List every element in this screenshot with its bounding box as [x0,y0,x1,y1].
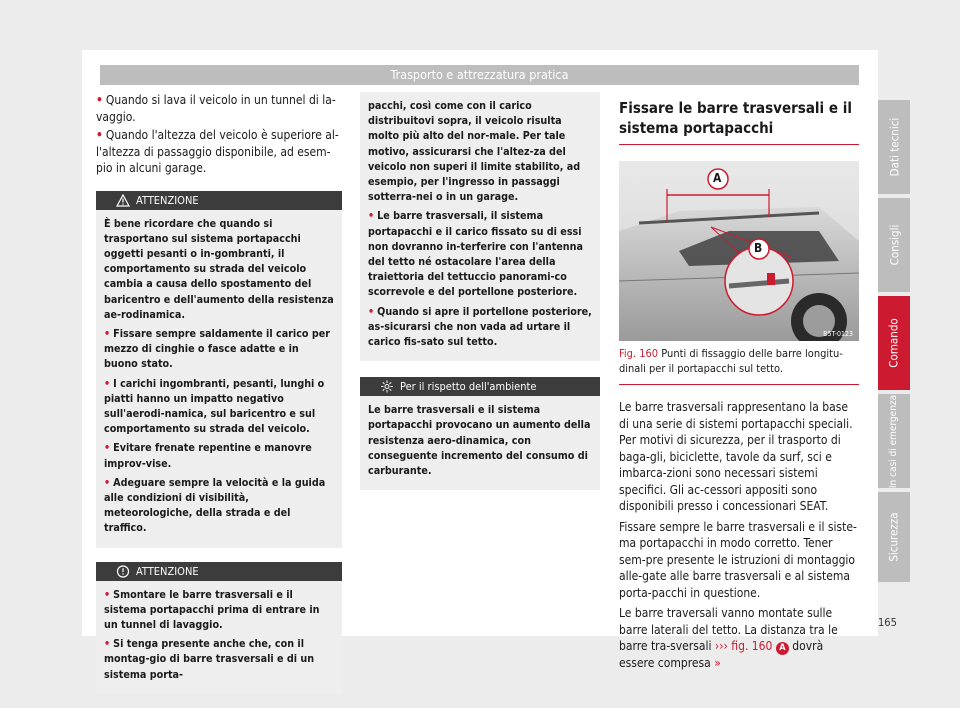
tab-consigli[interactable]: Consigli [878,198,910,292]
tab-comando[interactable]: Comando [878,296,910,390]
warning-box-continued [360,92,600,361]
section-title: Fissare le barre trasversali e il sistema portapacchi [619,98,859,145]
list-item: • Quando si apre il portellone posteriore, as-sicurarsi che non vada ad urtare il carico fis-sato sul tetto. [368,304,592,349]
continue-arrow-icon: » [714,656,721,670]
bullet-icon: • [104,475,111,489]
bullet-icon: • [96,128,103,142]
list-item: • Smontare le barre trasversali e il sistema portapacchi prima di entrare in un tunnel di lavaggio. [104,587,320,631]
bullet-icon: • [104,587,111,601]
bullet-icon: • [104,441,111,455]
page-number: 165 [878,616,897,629]
figure-reference-link[interactable]: ››› fig. 160 [714,639,773,653]
bullet-icon: • [104,326,111,340]
paragraph: Le barre traversali vanno montate sulle barre laterali del tetto. La distanza tra le barre tra-sversali ››› fig. 160 A dovrà essere compresa » [619,606,838,670]
callout-a: A [713,171,722,185]
callout-b: B [754,241,763,255]
bullet-icon: • [104,637,111,651]
warning-intro: È bene ricordare che quando si trasportano sul sistema portapacchi oggetti pesanti o in-gombranti, il comportamento su strada del veicolo cambia a causa dello spostamento del baricentro e dell'aumento della resistenza ae-rodinamica. [104,216,334,321]
list-item: • Le barre trasversali, il sistema portapacchi e il carico fissato su di essi non dovranno in-terferire con l'antenna del tetto né ostacolare l'area della traiettoria del tettuccio panorami-co scorrevole e del portellone posteriore. [368,209,583,299]
paragraph: Fissare sempre le barre trasversali e il siste-ma portapacchi in modo corretto. Tener sem-pre presente le istruzioni di montaggio alle-gate alle barre trasversali e al sistema porta-pacchi in questione. [619,519,857,600]
figure-caption: Fig. 160 Punti di fissaggio delle barre longitu-dinali per il portapacchi sul tetto. [619,347,859,385]
bullet-icon: • [368,209,375,223]
leaf-icon [380,380,394,393]
info-circle-icon [116,565,130,578]
warning-title: ATTENZIONE [136,564,199,578]
tab-sicurezza[interactable]: Sicurezza [878,492,910,582]
list-item: • Quando si lava il veicolo in un tunnel di la-vaggio. [96,93,336,124]
car-roof-illustration [619,161,859,341]
list-item: • Quando l'altezza del veicolo è superiore al-l'altezza di passaggio disponibile, ad esem-pio in alcuni garage. [96,128,339,175]
callout-a-marker: A [776,642,789,655]
list-item: • Si tenga presente anche che, con il montag-gio di barre trasversali e di un sistema porta- [104,637,315,681]
list-item: • Evitare frenate repentine e manovre improv-vise. [104,441,312,470]
figure-code: B5T-0123 [823,330,853,338]
environment-box [360,377,600,490]
bullet-icon: • [96,93,103,107]
tab-dati-tecnici[interactable]: Dati tecnici [878,100,910,194]
warning-header [96,191,342,210]
warning-continued-text: pacchi, così come con il carico distribuitovi sopra, il veicolo risulta molto più alto del nor-male. Per tale motivo, assicurarsi che l'altez-za del veicolo non superi il limite stabilito, ad esempio, per l'ingresso in passaggi sotterra-nei o in un garage. [368,99,581,204]
environment-header [360,377,600,396]
environment-text: Le barre trasversali e il sistema portapacchi provocano un aumento della resistenza aero-dinamica, con conseguente incremento del consumo di carburante. [368,403,591,478]
warning-title: ATTENZIONE [136,193,199,207]
tab-in-casi-di-emergenza[interactable]: In casi di emergenza [878,394,910,488]
bullet-icon: • [104,376,111,390]
warning-box [96,191,342,548]
warning-header [96,562,342,581]
column-middle [360,92,600,490]
column-right [619,92,859,676]
roof-rack-figure [619,161,859,341]
page-header: Trasporto e attrezzatura pratica [100,65,859,85]
warning-triangle-icon [116,194,130,207]
environment-title: Per il rispetto dell'ambiente [400,380,537,394]
paragraph: Le barre trasversali rappresentano la base di una serie di sistemi portapacchi speciali. Per motivi di sicurezza, per il trasporto di baga-gli, biciclette, tavole da surf, sci e imbarca-zioni sono necessari sistemi specifici. Gli ac-cessori appositi sono disponibili presso i concessionari SEAT. [619,400,853,513]
list-item: • I carichi ingombranti, pesanti, lunghi o piatti hanno un impatto negativo sull'aerodi-namica, sul baricentro e sul comportamento su strada del veicolo. [104,376,325,436]
list-item: • Adeguare sempre la velocità e la guida alle condizioni di visibilità, meteorologiche, della strada e del traffico. [104,475,326,535]
bullet-icon: • [368,304,375,318]
list-item: • Fissare sempre saldamente il carico per mezzo di cinghie o fasce adatte e in buono stato. [104,326,331,371]
column-left [96,92,342,694]
warning-box-2 [96,562,342,694]
